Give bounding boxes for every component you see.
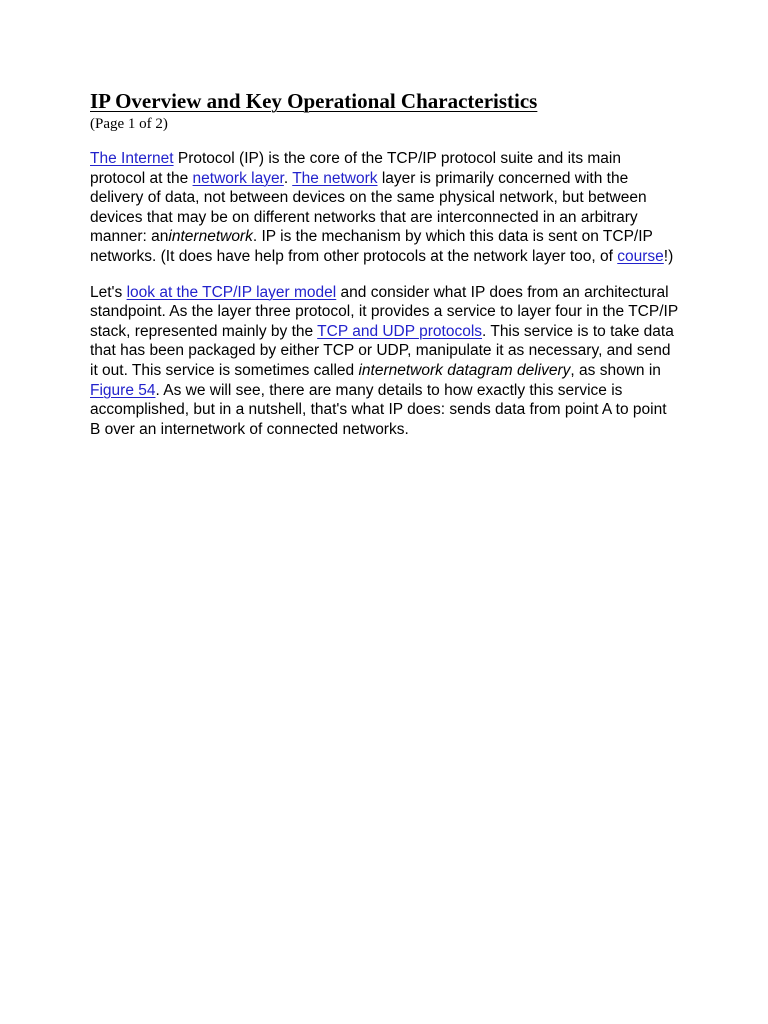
link-network-layer[interactable]: network layer xyxy=(192,169,284,187)
link-course[interactable]: course xyxy=(617,247,664,265)
link-the-network[interactable]: The network xyxy=(292,169,378,187)
link-tcp-udp-protocols[interactable]: TCP and UDP protocols xyxy=(317,322,483,340)
paragraph-text: and consider what IP does from an architectural standpoint. As the layer three protocol, it provides a service to layer four in the TCP/IP stack, represented mainly by the xyxy=(90,283,678,340)
paragraph-architecture xyxy=(90,283,680,440)
link-figure-54[interactable]: Figure 54 xyxy=(90,381,156,399)
paragraph-intro xyxy=(90,149,680,267)
paragraph-text: layer is primarily concerned with the delivery of data, not between devices on the same physical network, but between devices that may be on different networks that are interconnected in an arbitrary manner: an xyxy=(90,169,647,246)
paragraph-text: . This service is to take data that has been packaged by either TCP or UDP, manipulate it as necessary, and send it out. This service is sometimes called xyxy=(90,322,674,379)
emphasis-datagram-delivery: internetwork datagram delivery xyxy=(358,361,571,379)
page-indicator: (Page 1 of 2) xyxy=(90,116,168,132)
link-tcpip-layer-model[interactable]: look at the TCP/IP layer model xyxy=(126,283,337,301)
paragraph-text: !) xyxy=(663,247,674,265)
paragraph-text: , as shown in xyxy=(570,361,661,379)
paragraph-text: . xyxy=(283,169,293,187)
emphasis-internetwork: internetwork xyxy=(168,228,253,246)
paragraph-text: Let's xyxy=(90,283,127,301)
paragraph-text: . IP is the mechanism by which this data is sent on TCP/IP networks. (It does have help from other protocols at the network layer too, of xyxy=(90,228,653,265)
document-page xyxy=(90,88,680,455)
link-the-internet[interactable]: The Internet xyxy=(90,150,174,167)
paragraph-text: Protocol (IP) is the core of the TCP/IP protocol suite and its main protocol at the xyxy=(90,150,621,187)
paragraph-text: . As we will see, there are many details to how exactly this service is accomplished, but in a nutshell, that's what IP does: sends data from point A to point B over an internetwork of connected networks. xyxy=(90,381,667,438)
page-title: IP Overview and Key Operational Characteristics xyxy=(90,89,538,113)
